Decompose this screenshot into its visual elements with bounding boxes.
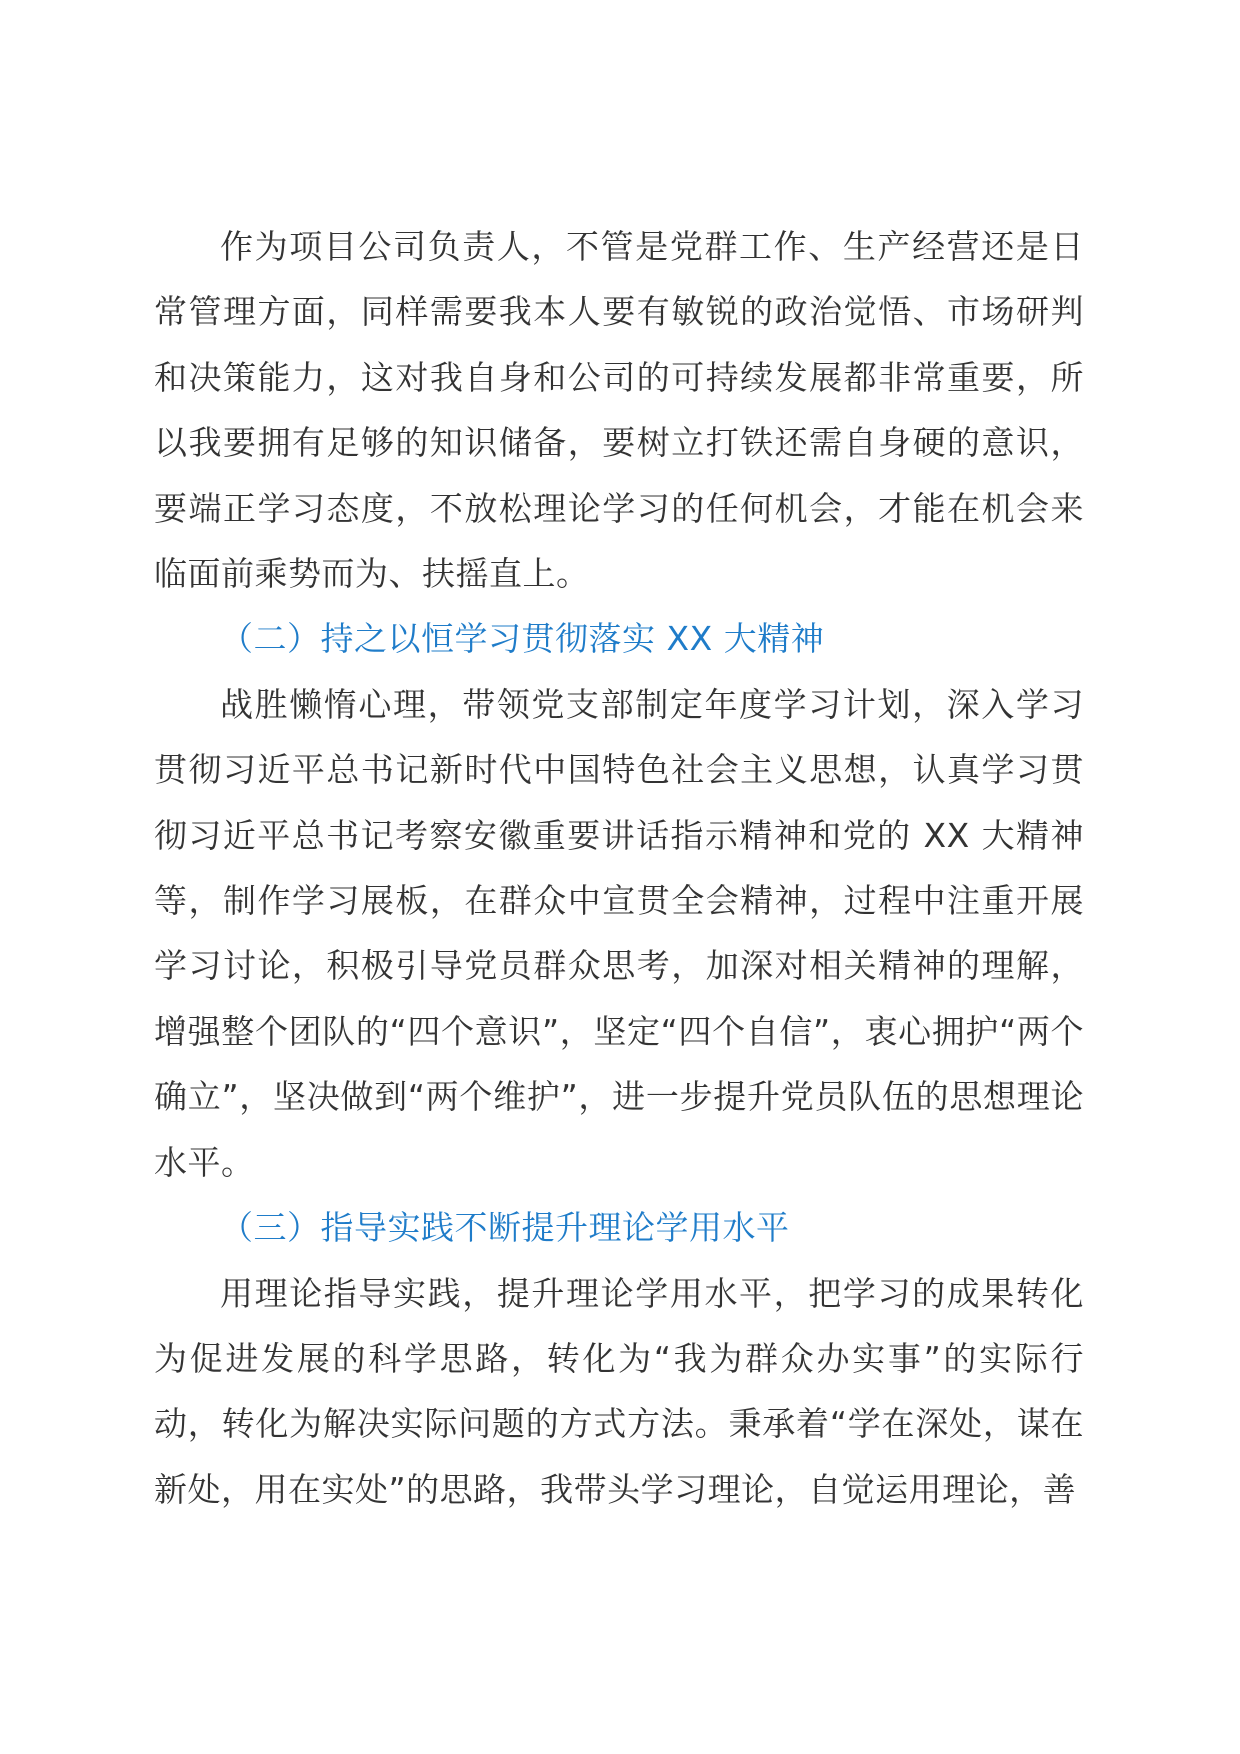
body-paragraph-2: 战胜懒惰心理，带领党支部制定年度学习计划，深入学习贯彻习近平总书记新时代中国特色社会主义思想，认真学习贯彻习近平总书记考察安徽重要讲话指示精神和党的 XX 大精神等，制作学习展板，在群众中宣贯全会精神，过程中注重开展学习讨论，积极引导党员群众思考，加深对相关精神的理解，增强整个团队的“四个意识”，坚定“四个自信”，衷心拥护“两个确立”，坚决做到“两个维护”，进一步提升党员队伍的思想理论水平。 [154, 684, 1084, 1182]
section-heading-3: （三）指导实践不断提升理论学用水平 [220, 1208, 790, 1248]
document-page [154, 214, 1084, 1522]
section-heading-2: （二）持之以恒学习贯彻落实 XX 大精神 [220, 619, 825, 659]
body-paragraph-1: 作为项目公司负责人，不管是党群工作、生产经营还是日常管理方面，同样需要我本人要有敏锐的政治觉悟、市场研判和决策能力，这对我自身和公司的可持续发展都非常重要，所以我要拥有足够的知识储备，要树立打铁还需自身硬的意识，要端正学习态度，不放松理论学习的任何机会，才能在机会来临面前乘势而为、扶摇直上。 [154, 227, 1084, 594]
body-paragraph-3: 用理论指导实践，提升理论学用水平，把学习的成果转化为促进发展的科学思路，转化为“我为群众办实事”的实际行动，转化为解决实际问题的方式方法。秉承着“学在深处，谋在新处，用在实处”的思路，我带头学习理论，自觉运用理论，善 [154, 1273, 1084, 1509]
